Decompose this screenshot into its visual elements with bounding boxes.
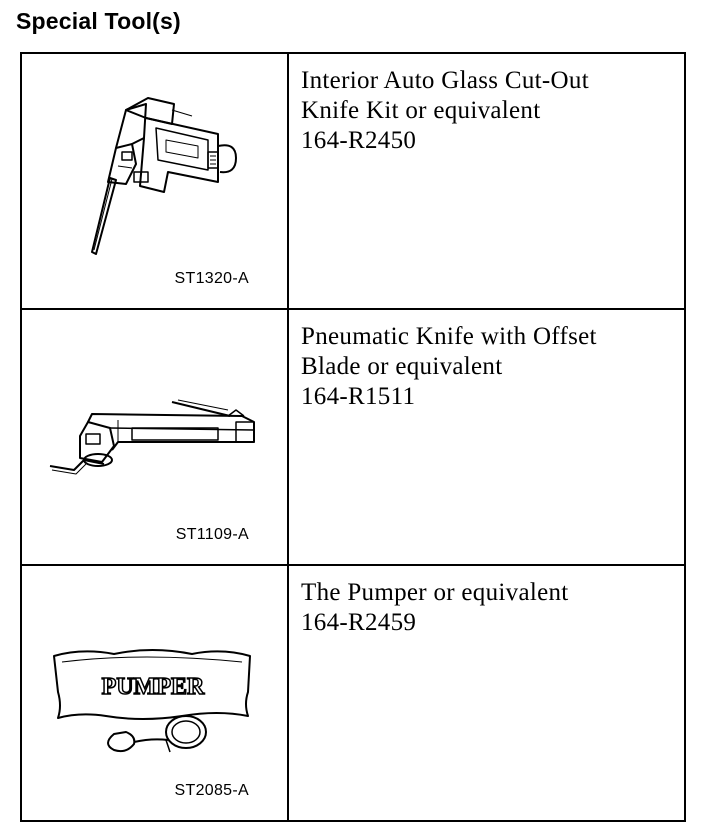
tool-illustration-cell — [21, 53, 288, 309]
pumper-label-lettering: PUMPER — [101, 674, 205, 700]
tool-description-cell — [288, 309, 685, 565]
special-tools-table — [20, 52, 686, 822]
tool-part-number: 164-R2459 — [301, 609, 417, 636]
tool-description-cell — [288, 53, 685, 309]
table-row — [21, 565, 685, 821]
figure-code: ST1109-A — [175, 526, 249, 543]
table-row — [21, 309, 685, 565]
tool-description-line: Blade or equivalent — [301, 353, 503, 380]
table-row — [21, 53, 685, 309]
figure-code: ST2085-A — [174, 782, 249, 799]
tool-illustration-cell — [21, 309, 288, 565]
tool-illustration-cell — [21, 565, 288, 821]
tool-description-line: Pneumatic Knife with Offset — [301, 323, 597, 350]
tool-description-line: Knife Kit or equivalent — [301, 97, 541, 124]
figure-code: ST1320-A — [174, 270, 249, 287]
tool-description-cell — [288, 565, 685, 821]
tool-description-line: The Pumper or equivalent — [301, 579, 569, 606]
tool-description-line: Interior Auto Glass Cut-Out — [301, 67, 589, 94]
tool-part-number: 164-R1511 — [301, 383, 416, 410]
page-title: Special Tool(s) — [16, 8, 181, 34]
tool-part-number: 164-R2450 — [301, 127, 417, 154]
